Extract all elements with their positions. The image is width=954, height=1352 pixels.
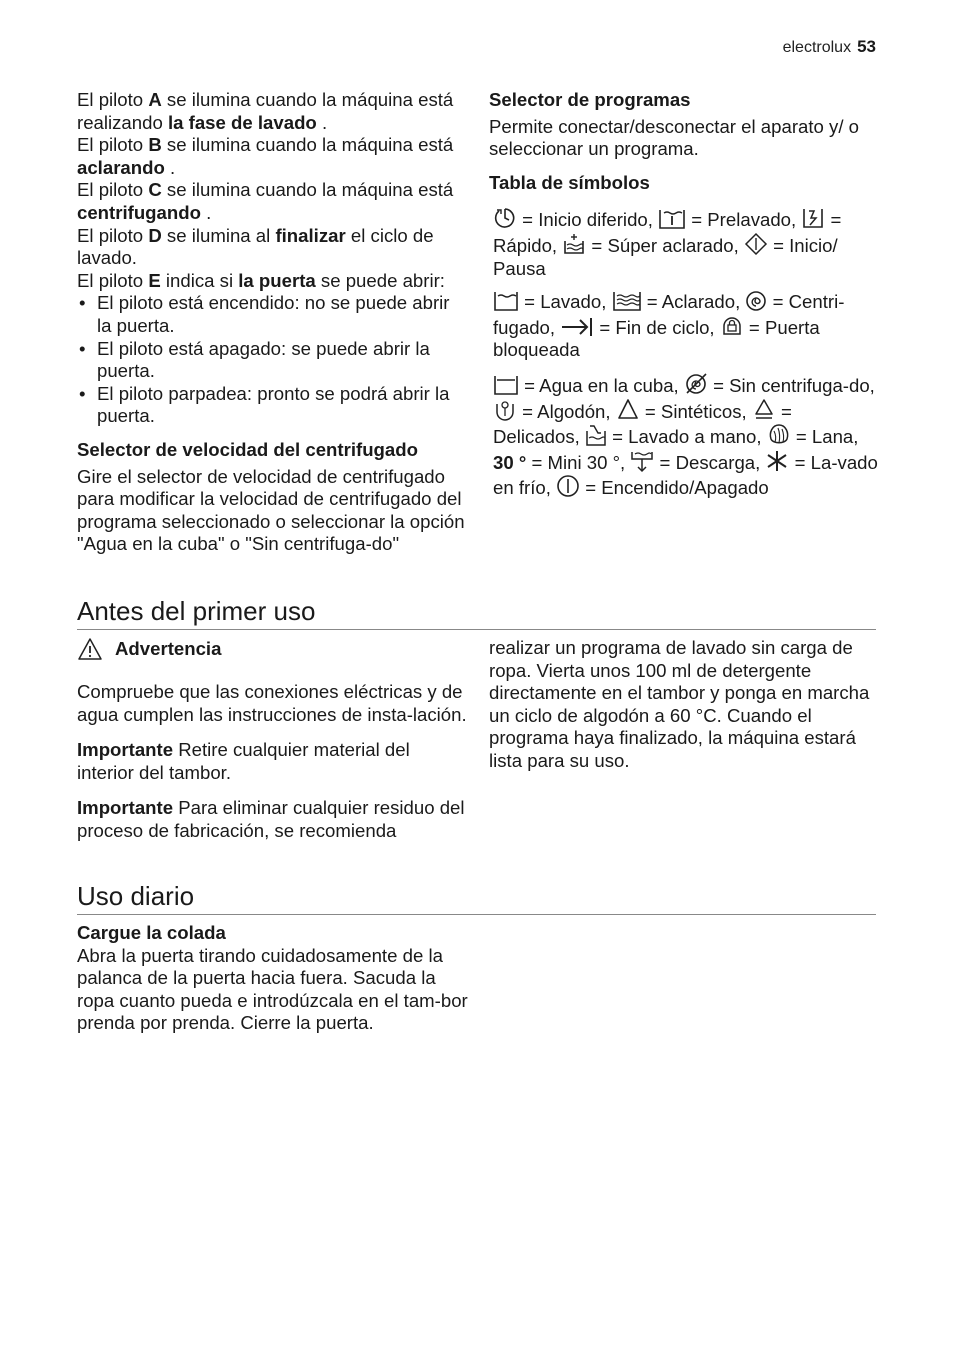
quick-icon <box>801 206 825 230</box>
rinse-icon <box>612 290 642 312</box>
pilot-b-text: El piloto B se ilumina cuando la máquina está aclarando . <box>77 134 454 178</box>
section-title-first-use: Antes del primer uso <box>77 596 876 630</box>
symbols-group-1: = Inicio diferido, = Prelavado, = Rápido, = Súper aclarado, = Inicio/ Pausa <box>489 206 879 280</box>
brand-name: electrolux <box>782 39 852 56</box>
first-use-right-column <box>489 637 881 773</box>
warning-row <box>77 637 469 661</box>
delicates-icon <box>752 398 776 422</box>
door-status-list <box>77 292 469 428</box>
cold-wash-icon <box>765 449 789 473</box>
list-item: • El piloto está encendido: no se puede abrir la puerta. <box>77 292 469 337</box>
page-number: 53 <box>857 37 876 56</box>
first-use-left-column <box>77 637 469 843</box>
end-of-cycle-icon <box>560 316 594 338</box>
handwash-icon <box>585 423 607 447</box>
program-selector-heading: Selector de programas <box>489 89 691 110</box>
drain-icon <box>630 449 654 473</box>
list-item: • El piloto está apagado: se puede abrir la puerta. <box>77 338 469 383</box>
load-laundry-heading: Cargue la colada <box>77 922 226 943</box>
page-header <box>783 37 876 57</box>
pilot-e-text: El piloto E indica si la puerta se puede abrir: <box>77 269 445 291</box>
spin-selector-heading: Selector de velocidad del centrifugado <box>77 438 418 460</box>
right-column-top <box>489 89 879 500</box>
program-selector-text: Permite conectar/desconectar el aparato y/ o seleccionar un programa. <box>489 115 860 160</box>
synthetics-icon <box>616 398 640 422</box>
left-column-top <box>77 89 469 556</box>
symbols-group-2: = Lavado, = Aclarado, = Centri-fugado, = Fin de ciclo, = Puerta bloqueada <box>493 291 845 361</box>
on-off-icon <box>556 474 580 498</box>
delay-start-icon <box>493 206 517 230</box>
wool-icon <box>767 423 791 447</box>
cotton-icon <box>493 398 517 422</box>
first-wash-text: realizar un programa de lavado sin carga de ropa. Vierta unos 100 ml de detergente directamente en el tambor y ponga en marcha un ciclo de algodón a 60 °C. Cuando el programa haya finalizado, la máquina estará lista para su uso. <box>489 637 870 771</box>
load-laundry-text: Abra la puerta tirando cuidadosamente de la palanca de la puerta hacia fuera. Sacuda la ropa cuanto pueda e introdúzcala en el tam-bor prenda por prenda. Cierre la puerta. <box>77 944 468 1034</box>
no-spin-icon <box>684 372 708 396</box>
spin-selector-text: Gire el selector de velocidad de centrifugado para modificar la velocidad de centrifugado del programa seleccionado o seleccionar la opción "Agua en la cuba" o "Sin centrifuga-do" <box>77 465 465 555</box>
pilot-d-text: El piloto D se ilumina al finalizar el ciclo de lavado. <box>77 224 434 269</box>
pilot-c-text: El piloto C se ilumina cuando la máquina está centrifugando . <box>77 179 454 223</box>
daily-use-column <box>77 922 469 1035</box>
pilot-a-text: El piloto A se ilumina cuando la máquina está realizando la fase de lavado . <box>77 89 454 133</box>
list-item: • El piloto parpadea: pronto se podrá abrir la puerta. <box>77 383 469 428</box>
warning-icon <box>77 637 103 661</box>
symbols-table-heading: Tabla de símbolos <box>489 171 650 193</box>
electrical-check-text: Compruebe que las conexiones eléctricas y de agua cumplen las instrucciones de insta-lación. <box>77 681 467 725</box>
rinse-hold-icon <box>493 374 519 396</box>
warning-label: Advertencia <box>115 637 222 659</box>
spin-icon <box>745 290 767 312</box>
prewash-icon <box>658 208 686 230</box>
residue-text: Importante Para eliminar cualquier residuo del proceso de fabricación, se recomienda <box>77 797 465 841</box>
start-pause-icon <box>744 232 768 256</box>
door-locked-icon <box>720 314 744 338</box>
remove-material-text: Importante Retire cualquier material del interior del tambor. <box>77 739 410 783</box>
wash-icon <box>493 290 519 312</box>
super-rinse-icon <box>562 232 586 256</box>
section-title-daily-use: Uso diario <box>77 881 876 915</box>
symbols-group-3: = Agua en la cuba, = Sin centrifuga-do, = Algodón, = Sintéticos, = Delicados, = Lavado a mano, = Lana, 30 ° = Mini 30 °, = Descarga, = La-vado en frío, = Encendido/Apagado <box>489 372 879 500</box>
